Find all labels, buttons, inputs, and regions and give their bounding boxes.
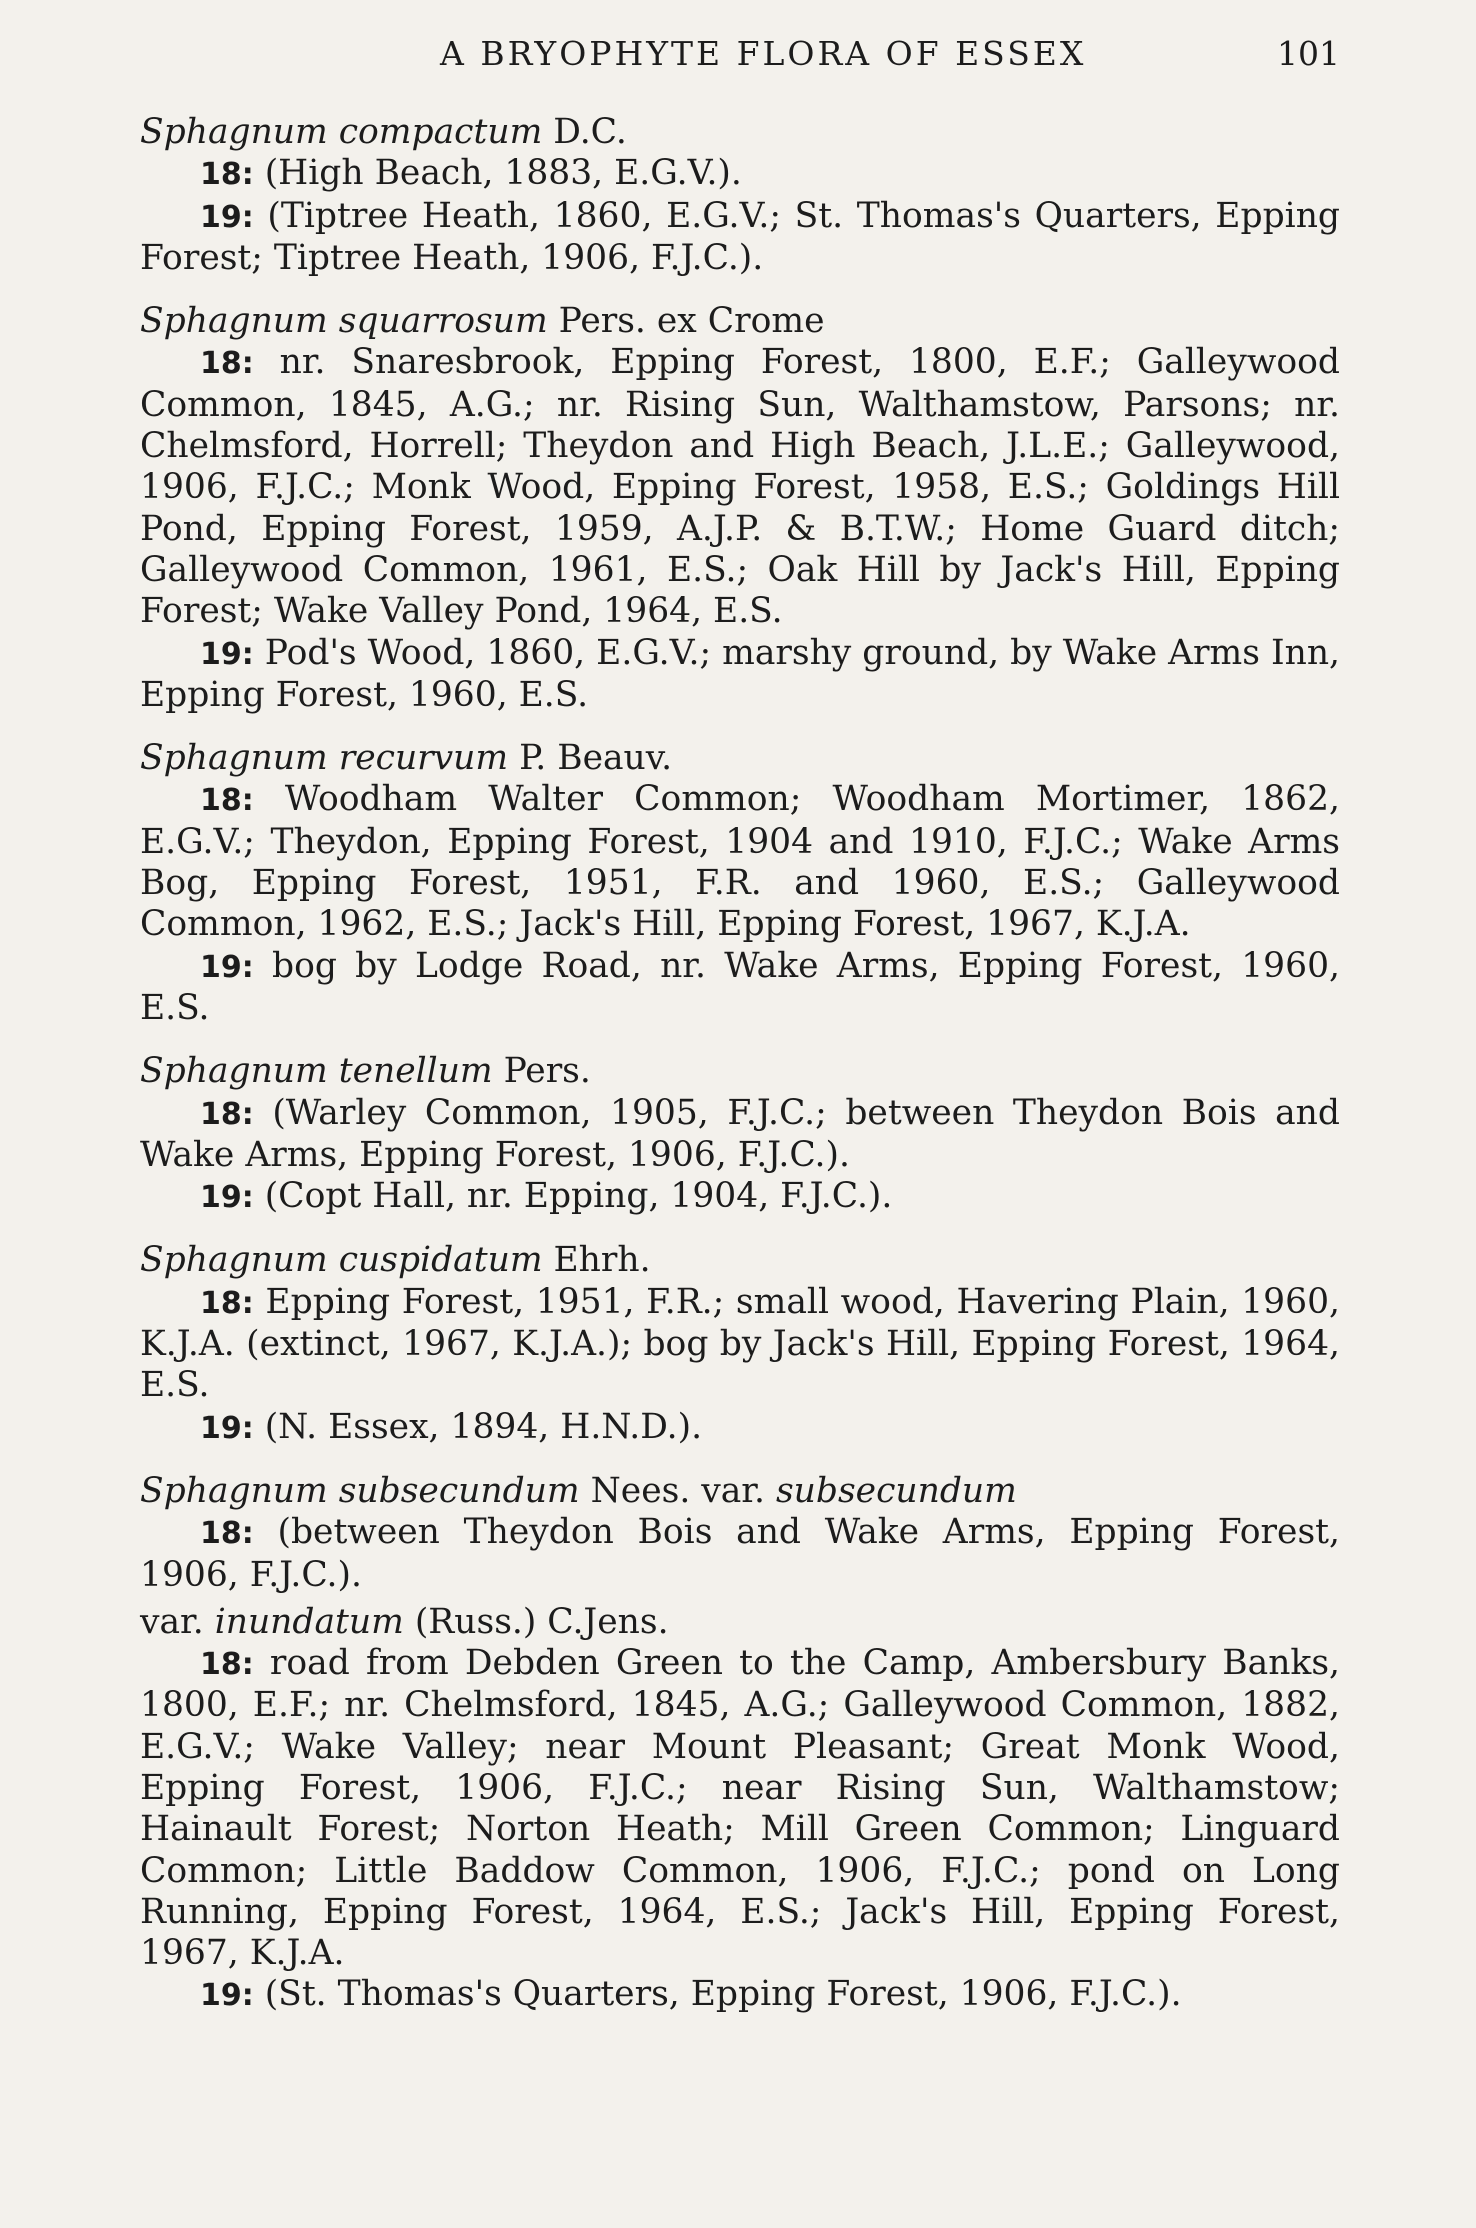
page-number: 101 [1277,34,1340,73]
record-text: (Copt Hall, nr. Epping, 1904, F.J.C.). [264,1176,893,1217]
species-heading [140,1051,1340,1092]
variety-prefix: var. [140,1601,204,1642]
vice-county-number: 19 [200,636,242,672]
vice-county-record: 19: (Copt Hall, nr. Epping, 1904, F.J.C.). [200,1176,893,1217]
vice-county-record: 19: (Tiptree Heath, 1860, E.G.V.; St. Thomas's Quarters, Epping Forest; Tiptree Heath, 1906, F.J.C.). [140,195,1341,278]
record-text: nr. Snaresbrook, Epping Forest, 1800, E.F.; Galleywood Common, 1845, A.G.; nr. Rising Sun, Walthamstow, Parsons; nr. Chelmsford, Horrell; Theydon and High Beach, J.L.E.; Galleywood, 1906, F.J.C.; Monk Wood, Epping Forest, 1958, E.S.; Goldings Hill Pond, Epping Forest, 1959, A.J.P. & B.T.W.; Home Guard ditch; Galleywood Common, 1961, E.S.; Oak Hill by Jack's Hill, Epping Forest; Wake Valley Pond, 1964, E.S. [140,342,1340,632]
species-name: Sphagnum cuspidatum [140,1240,543,1281]
species-author: Nees. var. [590,1470,765,1511]
vice-county-number: 19 [200,199,242,235]
species-name: Sphagnum subsecundum [140,1470,580,1511]
vice-county-number: 19 [200,1180,242,1216]
species-heading [140,1471,1340,1512]
record-text: road from Debden Green to the Camp, Ambersbury Banks, 1800, E.F.; nr. Chelmsford, 1845, A.G.; Galleywood Common, 1882, E.G.V.; Wake Valley; near Mount Pleasant; Great Monk Wood, Epping Forest, 1906, F.J.C.; near Rising Sun, Walthamstow; Hainault Forest; Norton Heath; Mill Green Common; Linguard Common; Little Baddow Common, 1906, F.J.C.; pond on Long Running, Epping Forest, 1964, E.S.; Jack's Hill, Epping Forest, 1967, K.J.A. [140,1643,1340,1974]
species-name: Sphagnum compactum [140,112,543,152]
record-text: (Tiptree Heath, 1860, E.G.V.; St. Thomas's Quarters, Epping Forest; Tiptree Heath, 1906, F.J.C.). [140,195,1341,278]
species-heading [140,112,1340,153]
species-author: D.C. [553,112,627,152]
species-name: Sphagnum tenellum [140,1051,493,1092]
species-author: Pers. ex Crome [558,301,825,342]
vice-county-record: 18: (between Theydon Bois and Wake Arms, Epping Forest, 1906, F.J.C.). [140,1512,1341,1595]
record-text: (N. Essex, 1894, H.N.D.). [264,1406,703,1447]
record-text: Pod's Wood, 1860, E.G.V.; marshy ground, by Wake Arms Inn, Epping Forest, 1960, E.S. [140,632,1341,715]
vice-county-record: 18: (High Beach, 1883, E.G.V.). [200,153,742,194]
vice-county-number: 18 [200,783,242,819]
species-heading [140,1240,1340,1281]
vice-county-number: 18 [200,1516,242,1552]
record-text: (St. Thomas's Quarters, Epping Forest, 1906, F.J.C.). [264,1974,1182,2015]
vice-county-record: 19: (St. Thomas's Quarters, Epping Forest, 1906, F.J.C.). [200,1974,1182,2015]
vice-county-record: 19: Pod's Wood, 1860, E.G.V.; marshy ground, by Wake Arms Inn, Epping Forest, 1960, E.S. [140,632,1341,715]
vice-county-record: 19: (N. Essex, 1894, H.N.D.). [200,1406,703,1447]
vice-county-number: 19 [200,949,242,985]
vice-county-number: 18 [200,346,242,382]
record-text: bog by Lodge Road, nr. Wake Arms, Epping Forest, 1960, E.S. [140,945,1340,1028]
vice-county-number: 18 [200,1285,242,1321]
record-text: Epping Forest, 1951, F.R.; small wood, Havering Plain, 1960, K.J.A. (extinct, 1967, K.J.A.); bog by Jack's Hill, Epping Forest, 1964, E.S. [140,1281,1340,1406]
species-author: Ehrh. [553,1240,651,1281]
record-text: (Warley Common, 1905, F.J.C.; between Theydon Bois and Wake Arms, Epping Forest, 1906, F.J.C.). [140,1092,1340,1175]
vice-county-number: 19 [200,1978,242,2014]
vice-county-record: 18: (Warley Common, 1905, F.J.C.; between Theydon Bois and Wake Arms, Epping Forest, 1906, F.J.C.). [140,1092,1340,1175]
species-heading [140,301,1340,342]
species-author: Pers. [503,1051,591,1092]
species-name: Sphagnum squarrosum [140,301,548,342]
vice-county-number: 19 [200,1410,242,1446]
vice-county-number: 18 [200,1647,242,1683]
variety-author: (Russ.) C.Jens. [414,1601,669,1642]
record-text: (High Beach, 1883, E.G.V.). [264,153,742,194]
record-text: Woodham Walter Common; Woodham Mortimer, 1862, E.G.V.; Theydon, Epping Forest, 1904 and 1910, F.J.C.; Wake Arms Bog, Epping Forest, 1951, F.R. and 1960, E.S.; Galleywood Common, 1962, E.S.; Jack's Hill, Epping Forest, 1967, K.J.A. [140,779,1340,945]
variety-name: inundatum [214,1601,404,1642]
page-body [140,112,1340,2017]
vice-county-record: 18: Epping Forest, 1951, F.R.; small wood, Havering Plain, 1960, K.J.A. (extinct, 1967, K.J.A.); bog by Jack's Hill, Epping Forest, 1964, E.S. [140,1281,1340,1406]
vice-county-record: 19: bog by Lodge Road, nr. Wake Arms, Epping Forest, 1960, E.S. [140,945,1340,1028]
variety-heading [140,1602,1340,1643]
running-header [140,30,1340,78]
running-title: A BRYOPHYTE FLORA OF ESSEX [440,34,1087,73]
species-heading [140,738,1340,779]
species-name: Sphagnum recurvum [140,738,509,779]
vice-county-record: 18: Woodham Walter Common; Woodham Mortimer, 1862, E.G.V.; Theydon, Epping Forest, 1904 and 1910, F.J.C.; Wake Arms Bog, Epping Forest, 1951, F.R. and 1960, E.S.; Galleywood Common, 1962, E.S.; Jack's Hill, Epping Forest, 1967, K.J.A. [140,779,1340,945]
vice-county-record: 18: road from Debden Green to the Camp, Ambersbury Banks, 1800, E.F.; nr. Chelmsford, 1845, A.G.; Galleywood Common, 1882, E.G.V.; Wake Valley; near Mount Pleasant; Great Monk Wood, Epping Forest, 1906, F.J.C.; near Rising Sun, Walthamstow; Hainault Forest; Norton Heath; Mill Green Common; Linguard Common; Little Baddow Common, 1906, F.J.C.; pond on Long Running, Epping Forest, 1964, E.S.; Jack's Hill, Epping Forest, 1967, K.J.A. [140,1643,1340,1974]
species-author: P. Beauv. [519,738,673,779]
record-text: (between Theydon Bois and Wake Arms, Epping Forest, 1906, F.J.C.). [140,1512,1341,1595]
vice-county-number: 18 [200,157,242,193]
species-name-suffix: subsecundum [775,1470,1017,1511]
vice-county-number: 18 [200,1096,242,1132]
vice-county-record: 18: nr. Snaresbrook, Epping Forest, 1800, E.F.; Galleywood Common, 1845, A.G.; nr. Rising Sun, Walthamstow, Parsons; nr. Chelmsford, Horrell; Theydon and High Beach, J.L.E.; Galleywood, 1906, F.J.C.; Monk Wood, Epping Forest, 1958, E.S.; Goldings Hill Pond, Epping Forest, 1959, A.J.P. & B.T.W.; Home Guard ditch; Galleywood Common, 1961, E.S.; Oak Hill by Jack's Hill, Epping Forest; Wake Valley Pond, 1964, E.S. [140,342,1340,632]
